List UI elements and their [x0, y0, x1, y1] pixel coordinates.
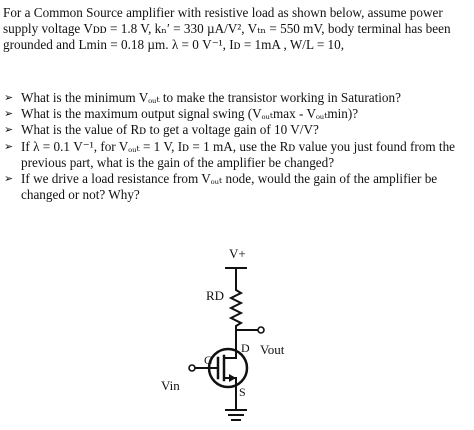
source-label: S: [239, 385, 246, 399]
question-text: What is the value of Rᴅ to get a voltage gain of 10 V/V?: [21, 122, 319, 138]
question-item: [3, 106, 471, 122]
question-text: What is the minimum Vₒᵤₜ to make the transistor working in Saturation?: [21, 90, 401, 105]
input-label: Vin: [161, 378, 180, 393]
arrow-bullet-icon: ➢: [4, 107, 14, 121]
question-item: [3, 122, 471, 138]
arrow-bullet-icon: ➢: [4, 123, 14, 137]
output-terminal: [258, 327, 264, 333]
arrow-bullet-icon: ➢: [4, 91, 14, 104]
arrow-bullet-icon: ➢: [4, 172, 14, 186]
common-source-circuit-diagram: [140, 238, 320, 428]
arrow-bullet-icon: ➢: [4, 139, 14, 153]
source-arrow-icon: [229, 374, 236, 382]
question-list: [3, 90, 471, 203]
supply-label: V+: [229, 246, 246, 261]
load-resistor: [231, 286, 241, 330]
drain-label: D: [241, 341, 250, 355]
question-text: If λ = 0.1 V⁻¹, for Vₒᵤₜ = 1 V, Iᴅ = 1 mA, use the Rᴅ value you just found from the previous part, what is the gain of the amplifier be changed?: [21, 138, 456, 170]
question-text: If we drive a load resistance from Vₒᵤₜ node, would the gain of the amplifier be changed or not? Why?: [21, 171, 438, 203]
input-terminal: [189, 365, 195, 371]
output-label: Vout: [260, 342, 285, 357]
question-item: [3, 139, 471, 171]
question-text: What is the maximum output signal swing (Vₒᵤₜmax - Vₒᵤₜmin)?: [21, 106, 359, 122]
question-item: [3, 171, 471, 203]
resistor-label: RD: [206, 288, 225, 303]
question-item: [3, 90, 471, 106]
gate-label: G: [204, 353, 213, 367]
problem-intro: For a Common Source amplifier with resistive load as shown below, assume power supply voltage Vᴅᴅ = 1.8 V, kₙ′ = 330 µA/V², Vₜₙ = 550 mV, body terminal has been grounded and Lmin = 0.18 µm. λ = 0 V⁻¹, Iᴅ = 1mA , W/L = 10,: [3, 5, 451, 53]
